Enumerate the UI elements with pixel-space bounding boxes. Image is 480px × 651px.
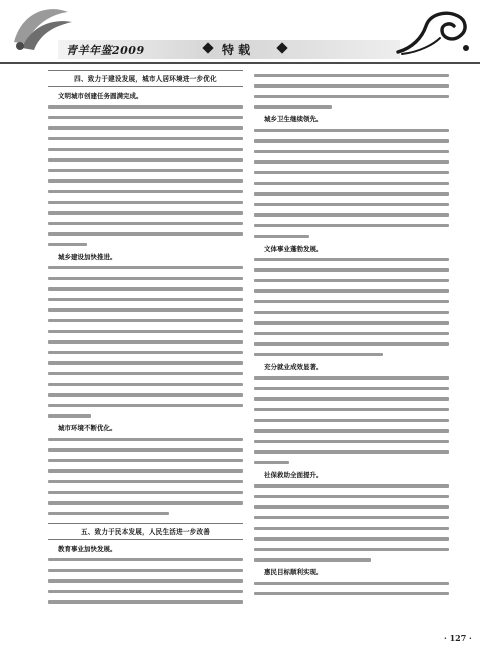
right-column	[254, 70, 449, 601]
text-line	[254, 199, 449, 210]
text-line	[254, 296, 449, 307]
text-line	[48, 400, 243, 411]
text-line	[48, 597, 243, 608]
text-line	[48, 197, 243, 208]
text-line	[48, 273, 243, 284]
text-line	[48, 487, 243, 498]
text-line	[254, 502, 449, 513]
text-line	[254, 383, 449, 394]
yearbook-title: 青羊年鉴2009	[66, 44, 145, 57]
text-line	[48, 554, 243, 565]
text-line	[48, 411, 243, 422]
text-line	[254, 328, 449, 339]
text-line	[254, 189, 449, 200]
text-line	[254, 146, 449, 157]
paragraph	[254, 470, 449, 565]
text-line	[48, 337, 243, 348]
text-line	[48, 379, 243, 390]
text-line	[254, 231, 449, 242]
text-line	[48, 176, 243, 187]
text-line	[48, 102, 243, 113]
text-line	[254, 307, 449, 318]
page-number: · 127 ·	[444, 633, 472, 643]
text-line	[48, 165, 243, 176]
text-line	[254, 481, 449, 492]
text-line	[254, 125, 449, 136]
text-line	[254, 102, 449, 113]
paragraph	[254, 114, 449, 241]
text-line	[254, 339, 449, 350]
paragraph	[48, 544, 243, 608]
paragraph-lead: 惠民目标顺利实现。	[264, 568, 323, 577]
text-line	[48, 358, 243, 369]
text-line	[254, 426, 449, 437]
text-line	[48, 144, 243, 155]
text-line	[254, 436, 449, 447]
paragraph-lead: 文明城市创建任务圆满完成。	[58, 92, 143, 100]
paragraph-lead: 文体事业蓬勃发展。	[264, 244, 323, 253]
paragraph	[254, 362, 449, 468]
text-line	[48, 390, 243, 401]
text-line	[254, 491, 449, 502]
text-line	[48, 229, 243, 240]
section-heading: 五、致力于民本发展，人民生活进一步改善	[48, 523, 243, 540]
text-line	[48, 112, 243, 123]
text-line	[254, 415, 449, 426]
text-line	[48, 123, 243, 134]
text-line	[48, 326, 243, 337]
swirl-ornament-icon	[392, 8, 474, 56]
text-line	[254, 318, 449, 329]
text-line	[254, 136, 449, 147]
paragraph-lead: 教育事业加快发展。	[58, 544, 117, 553]
text-line	[254, 70, 449, 81]
paragraph-lead: 城乡建设加快推进。	[58, 252, 117, 261]
section-tag: 特 载	[222, 43, 251, 57]
text-line	[48, 466, 243, 477]
text-line	[48, 239, 243, 250]
text-line	[254, 275, 449, 286]
text-line	[254, 265, 449, 276]
text-line	[48, 565, 243, 576]
section-heading: 四、致力于建设发展，城市人居环境进一步优化	[48, 70, 243, 87]
paragraph	[254, 567, 449, 599]
page-header	[0, 0, 480, 64]
text-line	[48, 305, 243, 316]
left-column	[48, 70, 243, 609]
text-line	[254, 373, 449, 384]
paragraph-lead: 充分就业成效显著。	[264, 363, 323, 372]
text-line	[48, 445, 243, 456]
text-line	[254, 404, 449, 415]
text-line	[254, 447, 449, 458]
text-line	[48, 208, 243, 219]
text-line	[48, 315, 243, 326]
text-line	[48, 368, 243, 379]
text-line	[48, 294, 243, 305]
text-line	[48, 476, 243, 487]
text-line	[254, 220, 449, 231]
paragraph-lead: 城市环境不断优化。	[58, 424, 117, 433]
text-line	[48, 347, 243, 358]
paragraph-lead: 社保救助全面提升。	[264, 470, 323, 479]
text-line	[254, 286, 449, 297]
paragraph	[48, 252, 243, 422]
text-line	[254, 544, 449, 555]
paragraph-lead: 城乡卫生继续领先。	[264, 115, 323, 124]
text-line	[48, 508, 243, 519]
text-line	[48, 498, 243, 509]
text-line	[48, 155, 243, 166]
text-line	[254, 81, 449, 92]
text-line	[48, 586, 243, 597]
text-line	[254, 349, 449, 360]
text-line	[254, 178, 449, 189]
text-line	[254, 254, 449, 265]
paragraph	[48, 423, 243, 518]
text-line	[254, 589, 449, 600]
text-line	[254, 157, 449, 168]
text-line	[254, 457, 449, 468]
text-line	[254, 555, 449, 566]
text-line	[254, 523, 449, 534]
text-line	[254, 394, 449, 405]
text-line	[48, 284, 243, 295]
paragraph	[254, 70, 449, 112]
text-line	[254, 512, 449, 523]
text-line	[48, 576, 243, 587]
text-line	[254, 91, 449, 102]
paragraph	[254, 244, 449, 361]
text-line	[48, 218, 243, 229]
text-line	[254, 210, 449, 221]
paragraph	[48, 91, 243, 250]
text-line	[48, 186, 243, 197]
text-line	[48, 263, 243, 274]
text-line	[48, 133, 243, 144]
text-line	[48, 455, 243, 466]
text-line	[254, 167, 449, 178]
text-line	[254, 534, 449, 545]
text-line	[48, 434, 243, 445]
text-line	[254, 578, 449, 589]
